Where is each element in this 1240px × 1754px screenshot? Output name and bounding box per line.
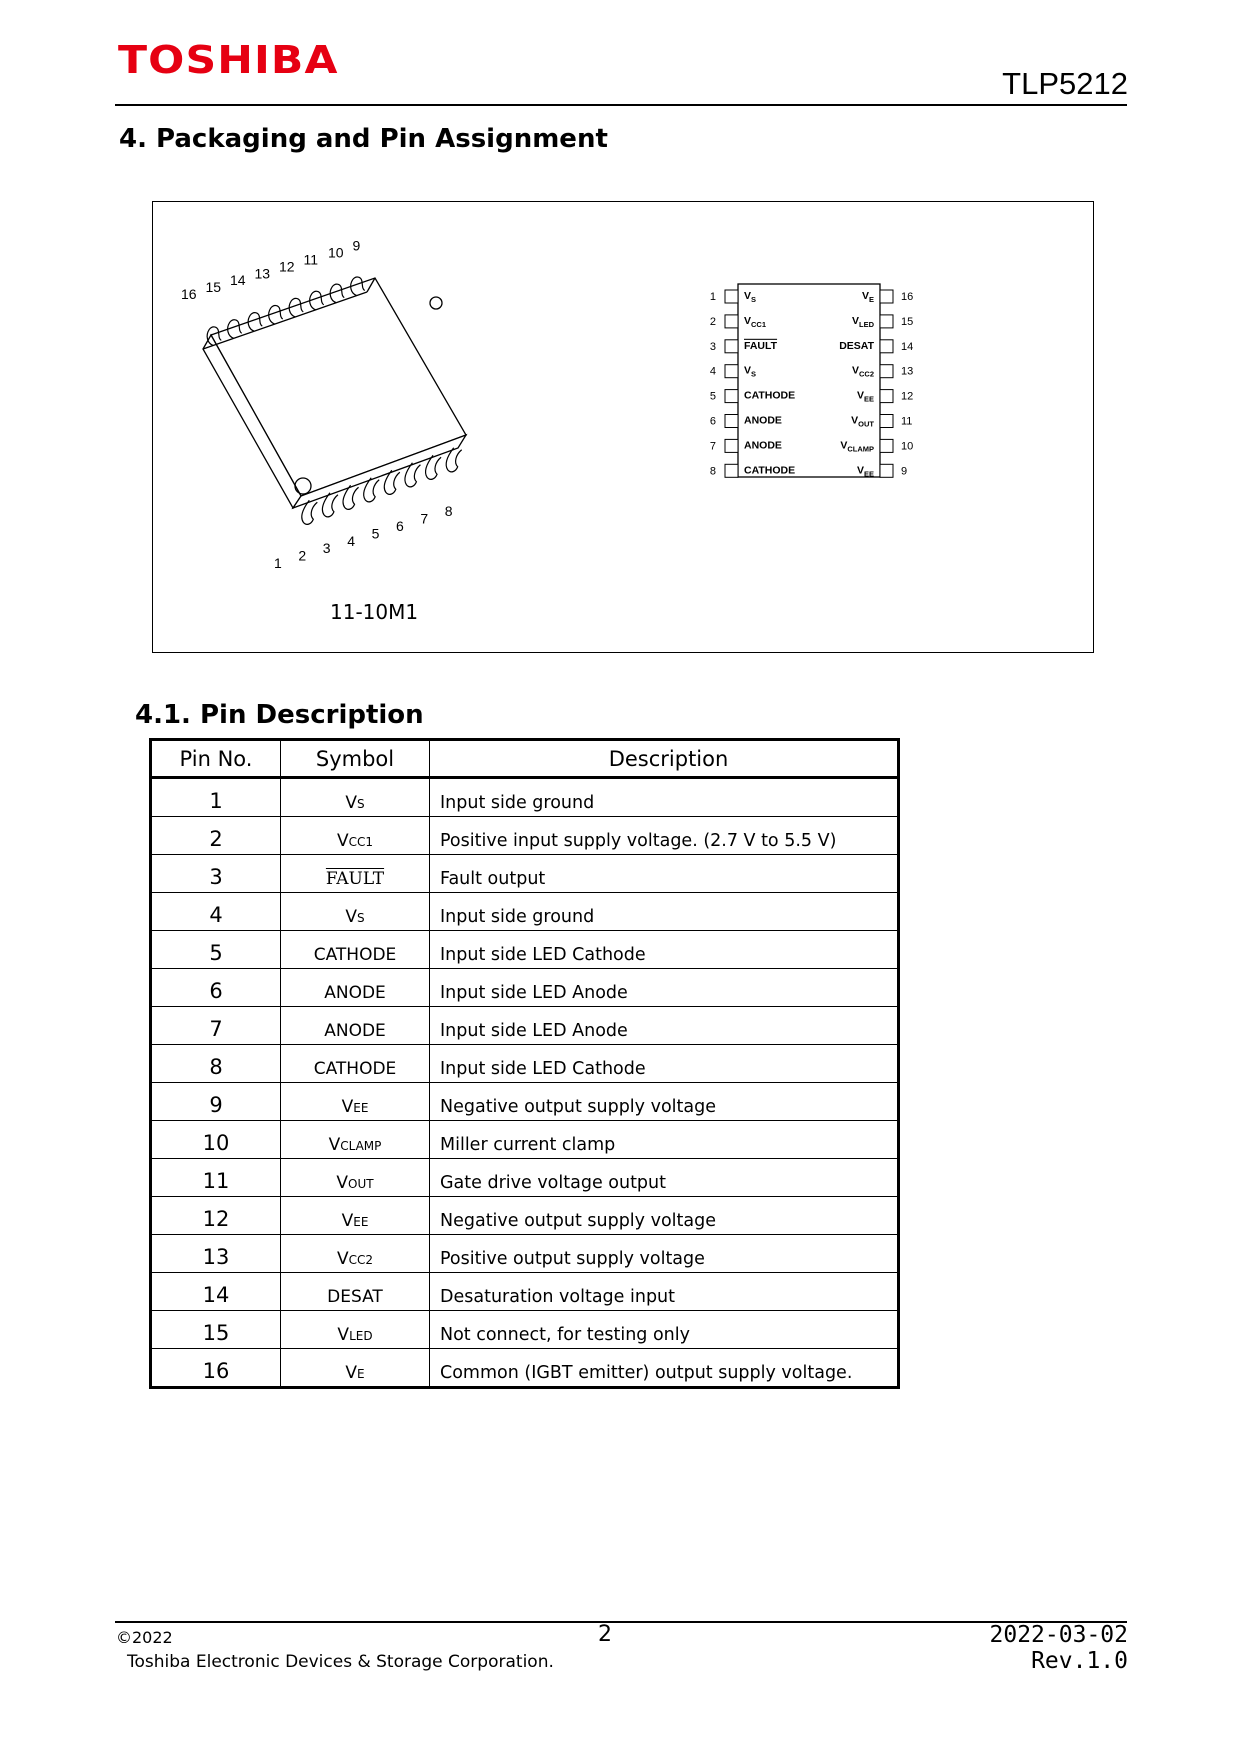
pin-number-cell: 1 [151,778,281,817]
ic-pin-pad [880,315,893,328]
symbol-subscript: E [357,1367,365,1381]
symbol-cell [281,1197,430,1235]
description-cell: Input side ground [430,893,899,931]
description-cell: Positive output supply voltage [430,1235,899,1273]
ic-pin-label: ANODE [744,439,782,452]
symbol-cell [281,855,430,893]
page-number: 2 [598,1622,612,1647]
symbol-main: V [345,907,357,927]
pin-number-cell: 9 [151,1083,281,1121]
symbol-subscript: S [357,797,365,811]
footer-rule [115,1621,1127,1623]
ic-pin-label: FAULT [744,339,778,352]
table-row [151,1121,899,1159]
ic-pin-number: 12 [901,390,914,403]
table-header-row [151,740,899,778]
symbol-main: ANODE [324,983,386,1003]
table-row [151,817,899,855]
ic-pin-number: 8 [709,465,716,478]
description-cell: Miller current clamp [430,1121,899,1159]
ic-pin-label: $V_S$ [744,364,757,379]
symbol-cell [281,1235,430,1273]
description-cell: Negative output supply voltage [430,1083,899,1121]
table-row [151,1311,899,1349]
package-pin-number: 5 [371,525,380,542]
symbol-subscript: CLAMP [340,1139,382,1153]
pin-number-cell: 3 [151,855,281,893]
ic-pin-label: ANODE [744,414,782,427]
description-cell: Input side LED Cathode [430,1045,899,1083]
ic-pin-pad [880,340,893,353]
symbol-main: V [345,793,357,813]
symbol-subscript: S [357,911,365,925]
package-pin-number: 13 [254,265,271,282]
header-pin-no: Pin No. [151,740,281,778]
ic-pin-label: $V_{CC1}$ [744,314,767,329]
package-pin-number: 9 [352,237,361,254]
ic-pin-label: CATHODE [744,464,796,477]
symbol-main: FAULT [325,869,385,889]
ic-pin-label: $V_{OUT}$ [851,414,874,429]
symbol-cell [281,1311,430,1349]
ic-pin-pad [725,290,738,303]
table-row [151,1349,899,1388]
description-cell: Input side LED Cathode [430,931,899,969]
description-cell: Gate drive voltage output [430,1159,899,1197]
symbol-cell [281,1273,430,1311]
symbol-cell [281,1083,430,1121]
table-row [151,893,899,931]
ic-pin-pad [725,365,738,378]
ic-pin-number: 6 [709,415,716,428]
company-name: Toshiba Electronic Devices & Storage Corporation. [127,1652,554,1672]
symbol-cell [281,778,430,817]
description-cell: Input side LED Anode [430,969,899,1007]
ic-pin-number: 4 [709,365,716,378]
symbol-subscript: CC1 [348,835,374,849]
toshiba-logo: TOSHIBA [118,38,339,82]
package-pin-number: 16 [181,286,197,302]
symbol-cell [281,1007,430,1045]
symbol-subscript: CC2 [348,1253,374,1267]
ic-pinout [710,284,913,478]
copyright: ©2022 [116,1628,173,1647]
pin-number-cell: 12 [151,1197,281,1235]
symbol-subscript: OUT [348,1177,374,1191]
description-cell: Not connect, for testing only [430,1311,899,1349]
ic-pin-number: 11 [901,415,913,428]
ic-pin-label: $V_{LED}$ [851,314,874,329]
table-row [151,1159,899,1197]
pin-number-cell: 5 [151,931,281,969]
ic-pin-pad [880,290,893,303]
ic-pin-pad [725,340,738,353]
ic-pin-number: 16 [901,291,914,303]
package-pin-number: 8 [444,503,453,520]
ic-pin-number: 10 [901,440,914,453]
ic-pin-label: DESAT [839,339,874,352]
symbol-main: V [336,831,349,851]
symbol-main: CATHODE [313,945,397,965]
table-row [151,969,899,1007]
ic-pin-number: 13 [901,365,914,378]
ic-pin-label: $V_{EE}$ [856,464,874,479]
ic-pin-number: 5 [709,390,716,403]
symbol-cell [281,817,430,855]
header-symbol: Symbol [281,740,430,778]
package-pin-number: 3 [322,540,331,557]
pin-description-title: 4.1. Pin Description [135,700,424,730]
package-body [203,278,466,508]
description-cell: Input side LED Anode [430,1007,899,1045]
package-figure [152,201,1094,653]
symbol-subscript: EE [353,1101,369,1115]
table-row [151,1235,899,1273]
pin-number-cell: 16 [151,1349,281,1388]
ic-pin-number: 7 [709,440,716,453]
pin-number-cell: 2 [151,817,281,855]
package-pin-number: 1 [274,555,282,571]
symbol-main: V [337,1325,350,1345]
package-pin-number: 6 [396,518,404,534]
pin-number-cell: 7 [151,1007,281,1045]
ic-pin-label: $V_S$ [744,290,757,304]
ic-pin-pad [880,415,893,428]
pin-number-cell: 14 [151,1273,281,1311]
ic-pin-pad [880,390,893,403]
ic-pin-pad [880,439,893,452]
table-row [151,931,899,969]
symbol-cell [281,1159,430,1197]
document-date: 2022-03-02 [989,1622,1128,1648]
pin-number-cell: 10 [151,1121,281,1159]
symbol-main: V [336,1249,349,1269]
ic-pin-pad [725,464,738,477]
symbol-cell [281,1121,430,1159]
package-code: 11-10M1 [330,600,419,624]
ic-pin-number: 14 [901,340,914,353]
ic-pin-number: 9 [901,465,908,478]
header-description: Description [430,740,899,778]
symbol-main: ANODE [324,1021,386,1041]
ic-pin-number: 2 [709,315,716,328]
pin-description-table [149,738,900,1389]
pin-number-cell: 8 [151,1045,281,1083]
ic-pin-label: CATHODE [744,389,796,402]
pin-table-body [151,778,899,1388]
ic-pin-pad [725,415,738,428]
pin-number-cell: 15 [151,1311,281,1349]
ic-pin-number: 15 [901,315,914,328]
description-cell: Positive input supply voltage. (2.7 V to 5.5 V) [430,817,899,855]
ic-pin-label: $V_{EE}$ [856,389,874,404]
section-title: 4. Packaging and Pin Assignment [119,124,608,154]
pin-number-cell: 6 [151,969,281,1007]
ic-pin-label: $V_{CLAMP}$ [840,439,874,454]
package-pin-number: 10 [328,244,344,261]
ic-pin-label: $V_{CC2}$ [851,364,874,379]
symbol-main: V [341,1211,354,1231]
package-pin-number: 11 [303,251,319,268]
table-row [151,778,899,817]
symbol-cell [281,931,430,969]
table-row [151,1083,899,1121]
package-pin-number: 2 [298,547,307,564]
description-cell: Common (IGBT emitter) output supply voltage. [430,1349,899,1388]
table-row [151,1007,899,1045]
ic-pin-pad [725,390,738,403]
ic-pin-pad [880,464,893,477]
symbol-cell [281,893,430,931]
package-drawing [153,202,1095,654]
table-row [151,1045,899,1083]
symbol-main: CATHODE [313,1059,397,1079]
ic-pin-pad [725,315,738,328]
package-pin-number: 12 [279,258,295,275]
symbol-main: V [336,1173,349,1193]
symbol-subscript: LED [349,1329,373,1343]
part-number: TLP5212 [1002,66,1128,101]
description-cell: Negative output supply voltage [430,1197,899,1235]
package-pin-number: 15 [205,279,222,296]
header-rule [115,104,1127,106]
ic-pin-pad [880,365,893,378]
pin-number-cell: 13 [151,1235,281,1273]
symbol-cell [281,1349,430,1388]
table-row [151,855,899,893]
symbol-cell [281,969,430,1007]
pin-number-cell: 4 [151,893,281,931]
description-cell: Input side ground [430,778,899,817]
symbol-subscript: EE [353,1215,369,1229]
package-pin-number: 14 [230,272,246,289]
table-row [151,1197,899,1235]
symbol-main: DESAT [327,1287,383,1307]
description-cell: Desaturation voltage input [430,1273,899,1311]
document-revision: Rev.1.0 [1031,1648,1128,1674]
symbol-main: V [328,1135,341,1155]
symbol-main: V [341,1097,354,1117]
ic-pin-number: 3 [709,340,716,353]
table-row [151,1273,899,1311]
ic-pin-pad [725,439,738,452]
pin-number-cell: 11 [151,1159,281,1197]
package-pin-number: 7 [420,510,429,527]
package-pin-number: 4 [347,532,355,549]
ic-pin-number: 1 [709,291,716,303]
symbol-main: V [345,1363,358,1383]
description-cell: Fault output [430,855,899,893]
symbol-cell [281,1045,430,1083]
ic-pin-label: $V_E$ [861,290,874,304]
